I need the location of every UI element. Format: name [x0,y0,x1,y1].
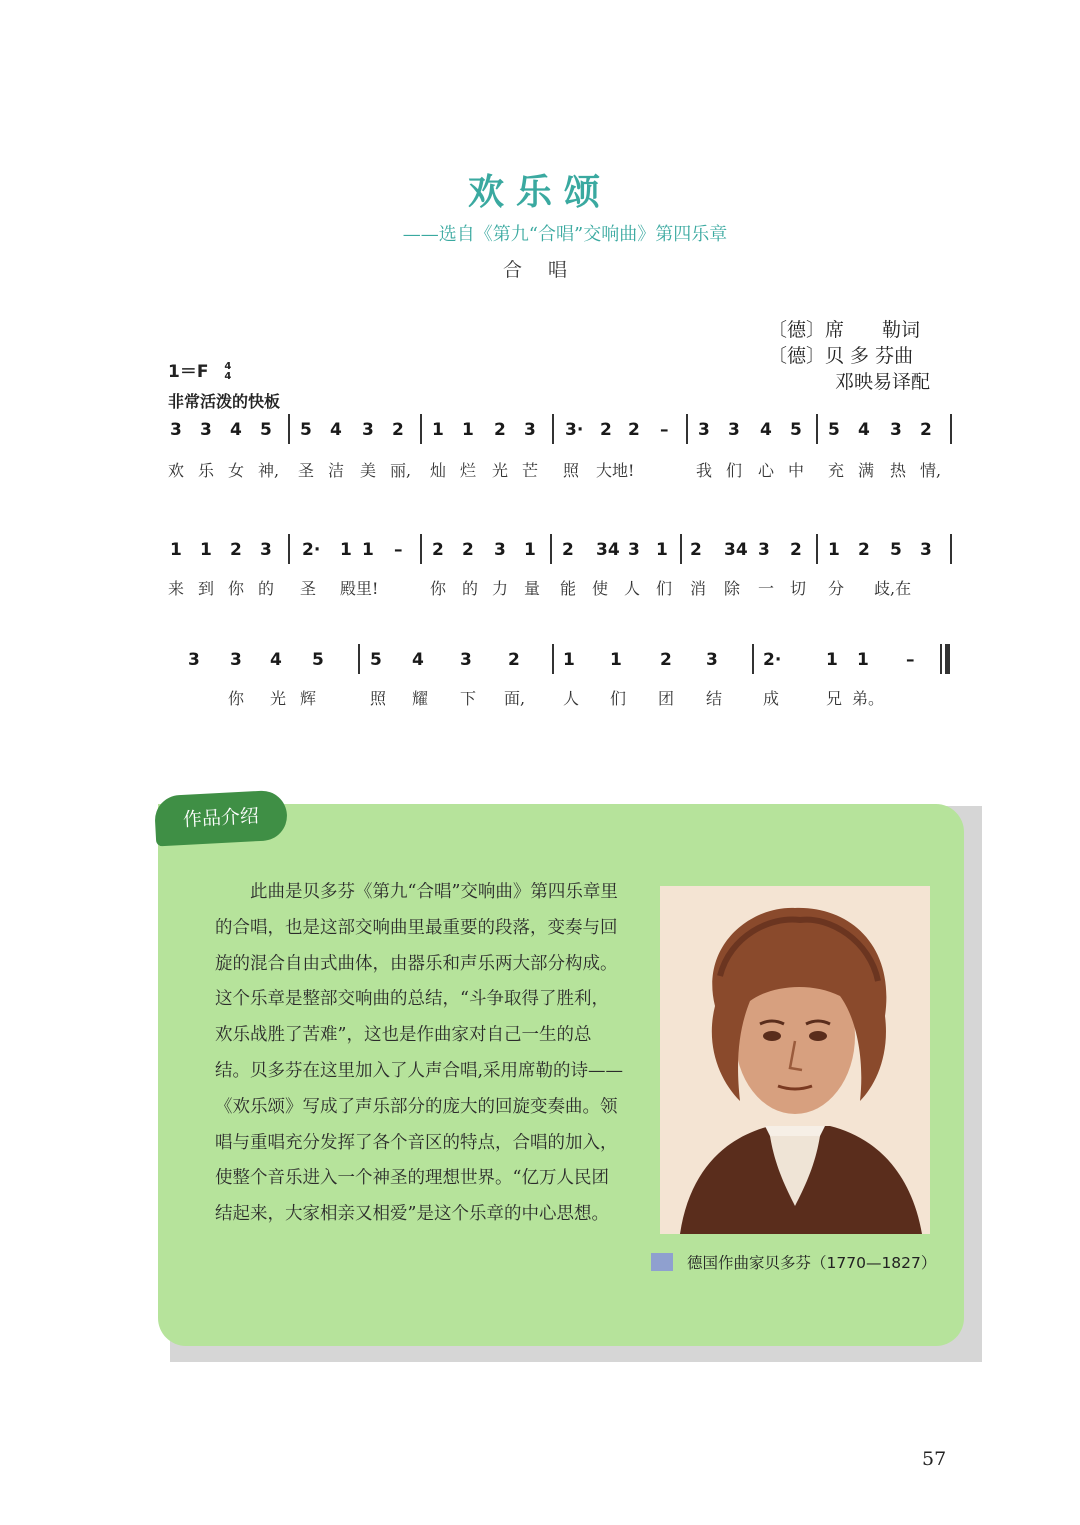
lyric-syllable: 歧,在 [874,579,912,598]
note: 3 [494,540,506,560]
note: 3 [920,540,932,560]
key-signature [168,357,231,382]
note: 5 [370,650,382,670]
note: 3 [260,540,272,560]
lyric-syllable: 中 [788,461,805,480]
note: 3· [565,420,584,440]
note: 2 [462,540,474,560]
note: 1 [170,540,182,560]
lyric-syllable: 消 [690,579,707,598]
lyric-syllable: 女 [228,461,245,480]
note: 1 [362,540,374,560]
barline [358,644,360,674]
final-barline-thick [945,644,950,674]
note: 2 [508,650,520,670]
note: 4 [760,420,772,440]
lyric-syllable: 除 [724,579,741,598]
barline [950,534,952,564]
lyric-syllable: 情, [920,461,942,480]
note: 3 [698,420,710,440]
lyric-syllable: 来 [168,579,185,598]
note: 1 [826,650,838,670]
lyric-syllable: 力 [492,579,509,598]
note: 3 [200,420,212,440]
barline [816,534,818,564]
lyric-syllable: 你 [228,689,245,708]
lyric-syllable: 们 [610,689,627,708]
note: 2· [302,540,321,560]
song-form: 合 唱 [502,259,578,281]
note: 3 [758,540,770,560]
barline [288,414,290,444]
lyric-syllable: 到 [198,579,215,598]
lyric-syllable: 分 [828,579,845,598]
lyric-syllable: 下 [460,689,477,708]
note: 1 [340,540,352,560]
lyric-syllable: 乐 [198,461,215,480]
lyric-syllable: 辉 [300,689,317,708]
note: 3 [706,650,718,670]
lyric-syllable: 我 [696,461,713,480]
page-number: 57 [922,1448,947,1470]
note: 2 [690,540,702,560]
lyric-syllable: 满 [858,461,875,480]
note: – [906,650,915,670]
note: 3 [170,420,182,440]
lyric-syllable: 神, [258,461,280,480]
note: 5 [890,540,902,560]
lyric-syllable: 芒 [522,461,539,480]
barline [680,534,682,564]
credit-translator: 邓映易译配 [835,371,931,393]
key-label: 1＝F [168,362,209,382]
lyric-syllable: 灿 [430,461,447,480]
note: 2· [763,650,782,670]
song-title: 欢乐颂 [467,172,612,213]
lyric-syllable: 你 [228,579,245,598]
lyric-syllable: 心 [758,461,775,480]
barline [816,414,818,444]
note: 3 [524,420,536,440]
lyric-syllable: 面, [504,689,526,708]
lyric-syllable: 光 [270,689,287,708]
note: 2 [494,420,506,440]
caption-marker [651,1253,673,1271]
lyric-syllable: 切 [790,579,807,598]
note: 4 [858,420,870,440]
lyric-syllable: 兄 [826,689,843,708]
note: 1 [828,540,840,560]
note: 3 [362,420,374,440]
note: 1 [857,650,869,670]
barline [550,534,552,564]
beethoven-portrait [660,886,930,1234]
note: 2 [230,540,242,560]
credit-composer: 〔德〕贝 多 芬曲 [768,345,914,367]
note: 4 [270,650,282,670]
lyric-syllable: 人 [624,579,641,598]
note: 3 [890,420,902,440]
note: 2 [562,540,574,560]
note: 5 [312,650,324,670]
note: 5 [790,420,802,440]
note: 2 [790,540,802,560]
note: 3 [728,420,740,440]
note: 5 [300,420,312,440]
lyric-syllable: 烂 [460,461,477,480]
lyric-syllable: 洁 [328,461,345,480]
lyric-syllable: 一 [758,579,775,598]
lyric-syllable: 弟。 [852,689,885,708]
note: 4 [412,650,424,670]
lyric-syllable: 热 [890,461,907,480]
lyric-syllable: 殿里! [340,579,379,598]
time-bottom: 4 [224,371,232,382]
lyric-syllable: 使 [592,579,609,598]
barline [552,644,554,674]
lyric-syllable: 美 [360,461,377,480]
note: 2 [600,420,612,440]
final-barline-thin [940,644,942,674]
note: 3 [628,540,640,560]
portrait-caption: 德国作曲家贝多芬（1770—1827） [687,1254,937,1272]
note: 2 [392,420,404,440]
credit-lyricist: 〔德〕席 勒词 [768,319,921,341]
barline [288,534,290,564]
note: 3 [230,650,242,670]
portrait-image [660,886,930,1234]
note: 4 [230,420,242,440]
lyric-syllable: 团 [658,689,675,708]
note: 3 [188,650,200,670]
lyric-syllable: 能 [560,579,577,598]
barline [950,414,952,444]
lyric-syllable: 丽, [390,461,412,480]
note: 1 [200,540,212,560]
lyric-syllable: 的 [258,579,275,598]
note: 1 [563,650,575,670]
barline [686,414,688,444]
lyric-syllable: 量 [524,579,541,598]
note: 1 [610,650,622,670]
barline [420,534,422,564]
lyric-syllable: 欢 [168,461,185,480]
lyric-syllable: 成 [763,689,780,708]
note: 2 [660,650,672,670]
note: – [660,420,669,440]
time-top: 4 [224,361,232,372]
note: 2 [628,420,640,440]
lyric-syllable: 圣 [300,579,317,598]
lyric-syllable: 们 [726,461,743,480]
note: 3 [460,650,472,670]
note: – [394,540,403,560]
lyric-syllable: 耀 [412,689,429,708]
note: 1 [432,420,444,440]
lyric-syllable: 照 [370,689,387,708]
note: 4 [330,420,342,440]
note: 2 [920,420,932,440]
lyric-syllable: 光 [492,461,509,480]
lyric-syllable: 的 [462,579,479,598]
barline [420,414,422,444]
note: 5 [828,420,840,440]
note: 2 [858,540,870,560]
lyric-syllable: 大地! [596,461,635,480]
note: 34 [724,540,748,560]
time-signature [224,362,231,382]
lyric-syllable: 人 [563,689,580,708]
lyric-syllable: 结 [706,689,723,708]
barline [552,414,554,444]
note: 1 [462,420,474,440]
lyric-syllable: 你 [430,579,447,598]
note: 5 [260,420,272,440]
lyric-syllable: 照 [563,461,580,480]
song-subtitle: ——选自《第九“合唱”交响曲》第四乐章 [402,224,728,245]
intro-tab: 作品介绍 [154,790,288,847]
barline [752,644,754,674]
tempo-marking: 非常活泼的快板 [168,392,281,411]
note: 1 [656,540,668,560]
note: 34 [596,540,620,560]
intro-text: 此曲是贝多芬《第九“合唱”交响曲》第四乐章里的合唱，也是这部交响曲里最重要的段落，变奏与回旋的混合自由式曲体，由器乐和声乐两大部分构成。这个乐章是整部交响曲的总结，“斗争取得了胜利，欢乐战胜了苦难”，这也是作曲家对自己一生的总结。贝多芬在这里加入了人声合唱,采用席勒的诗——《欢乐颂》写成了声乐部分的庞大的回旋变奏曲。领唱与重唱充分发挥了各个音区的特点，合唱的加入，使整个音乐进入一个神圣的理想世界。“亿万人民团结起来，大家相亲又相爱”是这个乐章的中心思想。 [215,882,624,1225]
lyric-syllable: 圣 [298,461,315,480]
note: 1 [524,540,536,560]
lyric-syllable: 们 [656,579,673,598]
lyric-syllable: 充 [828,461,845,480]
note: 2 [432,540,444,560]
